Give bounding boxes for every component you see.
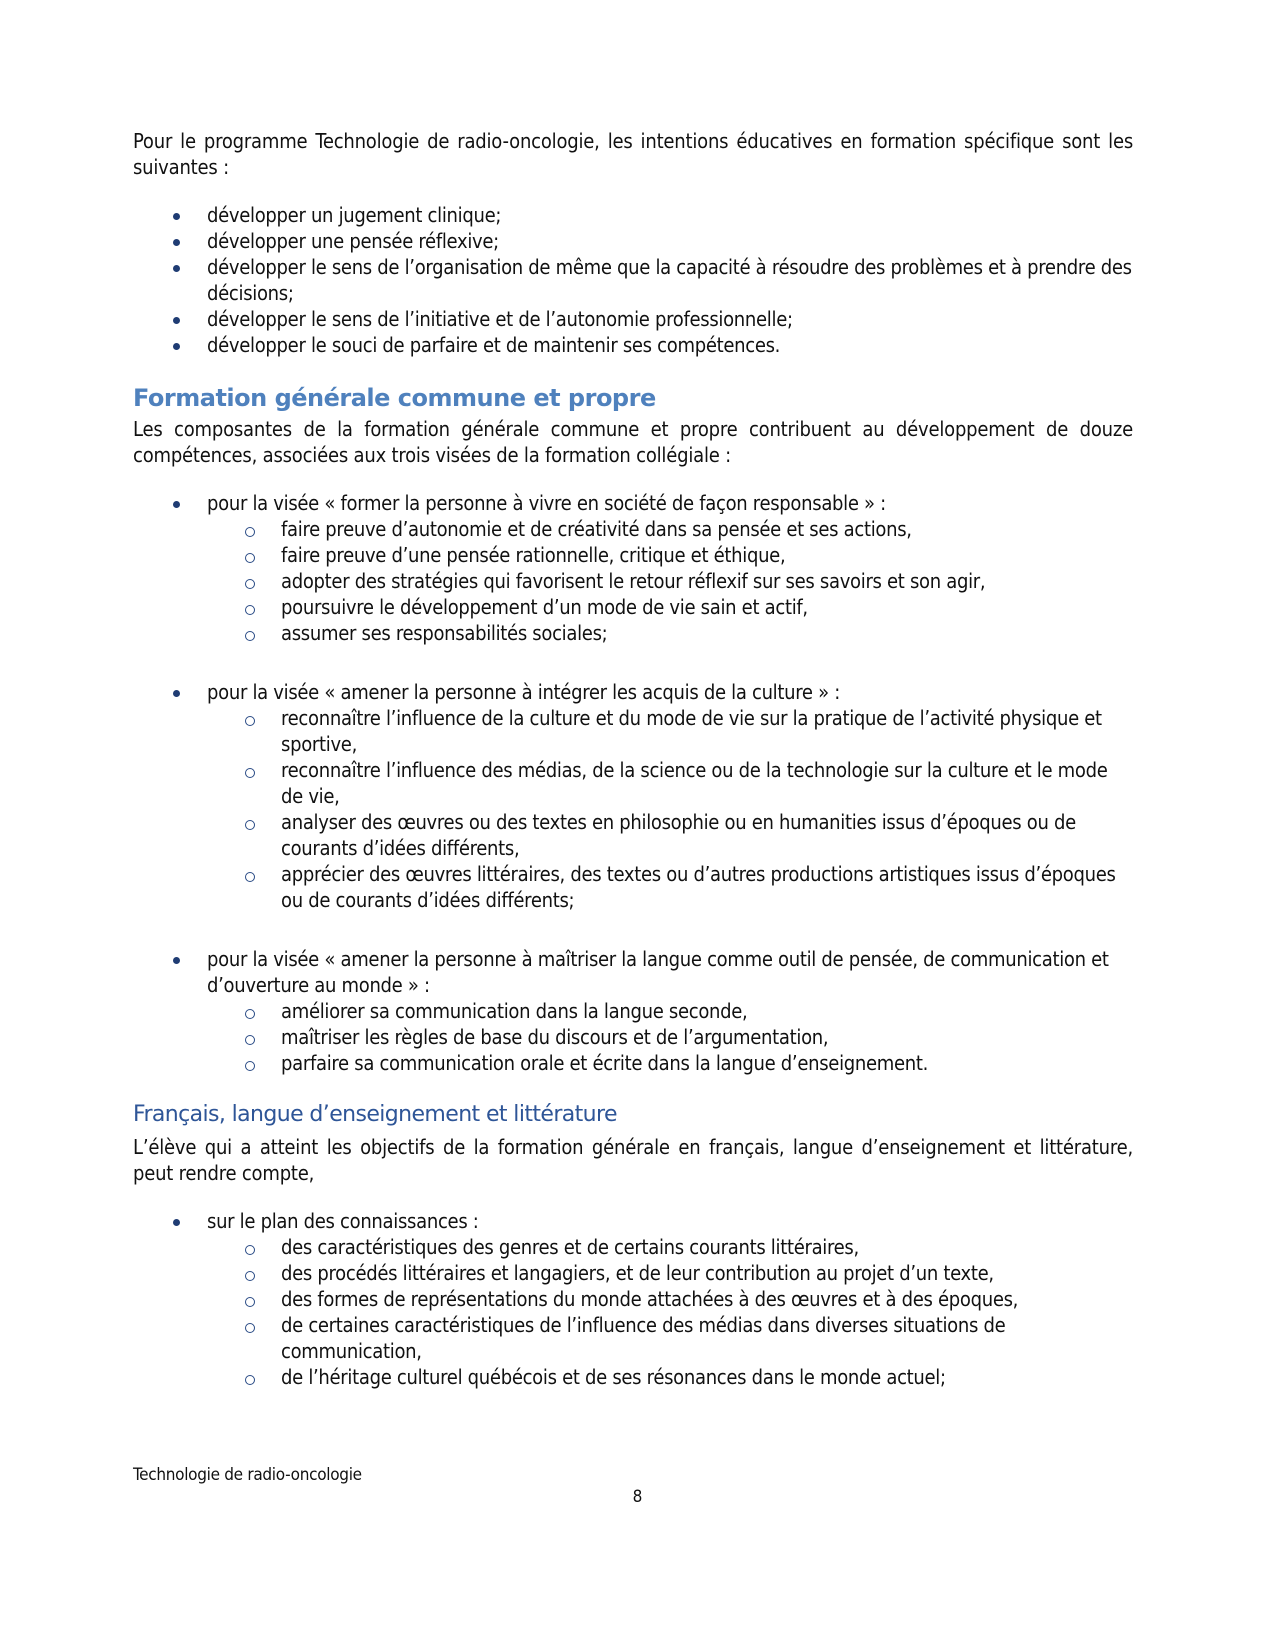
sublist-item: de certaines caractéristiques de l’influence des médias dans diverses situations de communication, (207, 1312, 1133, 1364)
circle-bullet-icon (245, 527, 255, 537)
section-heading-formation-generale: Formation générale commune et propre (133, 384, 656, 412)
list-item: pour la visée « amener la personne à maîtriser la langue comme outil de pensée, de communication et d’ouverture au monde » : améliorer sa communication dans la langue seconde, maîtriser les règles de base du discours et de l’argumentation, parfaire sa communication orale et écrite dans la langue d’enseignement. (133, 946, 1133, 1076)
section2-paragraph: L’élève qui a atteint les objectifs de la formation générale en français, langue d’enseignement et littérature, peut rendre compte, (133, 1135, 1133, 1185)
bullet-icon (173, 213, 180, 220)
sublist-item: parfaire sa communication orale et écrite dans la langue d’enseignement. (207, 1050, 1133, 1076)
sublist-item: faire preuve d’autonomie et de créativité dans sa pensée et ses actions, (207, 516, 1133, 542)
sublist-item: des procédés littéraires et langagiers, et de leur contribution au projet d’un texte, (207, 1260, 1133, 1286)
circle-bullet-icon (245, 1271, 255, 1281)
circle-bullet-icon (245, 1035, 255, 1045)
bullet-icon (173, 690, 180, 697)
sublist (207, 1234, 1133, 1390)
circle-bullet-icon (245, 716, 255, 726)
sublist (207, 998, 1133, 1076)
sublist (207, 516, 1133, 646)
list-item: développer le sens de l’initiative et de l’autonomie professionnelle; (133, 306, 1133, 332)
footer-title: Technologie de radio-oncologie (133, 1465, 362, 1485)
section1-paragraph: Les composantes de la formation générale commune et propre contribuent au développement de douze compétences, associées aux trois visées de la formation collégiale : (133, 417, 1133, 467)
list-item: sur le plan des connaissances : des caractéristiques des genres et de certains courants littéraires, des procédés littéraires et langagiers, et de leur contribution au projet d’un texte, des formes de représentations du monde attachées à des œuvres et à des époques, de certaines caractéristiques de l’influence des médias dans diverses situations de communication, de l’héritage culturel québécois et de ses résonances dans le monde actuel; (133, 1208, 1133, 1390)
list-item: développer le souci de parfaire et de maintenir ses compétences. (133, 332, 1133, 358)
page-number: 8 (632, 1487, 643, 1507)
list-item: développer une pensée réflexive; (133, 228, 1133, 254)
circle-bullet-icon (245, 1245, 255, 1255)
list-item: développer un jugement clinique; (133, 202, 1133, 228)
sublist-item: adopter des stratégies qui favorisent le retour réflexif sur ses savoirs et son agir, (207, 568, 1133, 594)
circle-bullet-icon (245, 631, 255, 641)
bullet-icon (173, 1219, 180, 1226)
sublist-item: reconnaître l’influence des médias, de la science ou de la technologie sur la culture et le mode de vie, (207, 757, 1133, 809)
sublist-item: poursuivre le développement d’un mode de vie sain et actif, (207, 594, 1133, 620)
circle-bullet-icon (245, 1375, 255, 1385)
circle-bullet-icon (245, 579, 255, 589)
bullet-icon (173, 239, 180, 246)
bullet-icon (173, 343, 180, 350)
sublist-item: de l’héritage culturel québécois et de ses résonances dans le monde actuel; (207, 1364, 1133, 1390)
circle-bullet-icon (245, 1009, 255, 1019)
sublist-item: des caractéristiques des genres et de certains courants littéraires, (207, 1234, 1133, 1260)
intro-list (133, 202, 1133, 358)
circle-bullet-icon (245, 1297, 255, 1307)
document-page (133, 128, 1133, 1390)
sublist-item: reconnaître l’influence de la culture et du mode de vie sur la pratique de l’activité physique et sportive, (207, 705, 1133, 757)
section-heading-francais: Français, langue d’enseignement et littérature (133, 1102, 617, 1127)
section1-list (133, 490, 1133, 1076)
list-item: pour la visée « former la personne à vivre en société de façon responsable » : faire preuve d’autonomie et de créativité dans sa pensée et ses actions, faire preuve d’une pensée rationnelle, critique et éthique, adopter des stratégies qui favorisent le retour réflexif sur ses savoirs et son agir, poursuivre le développement d’un mode de vie sain et actif, assumer ses responsabilités sociales; (133, 490, 1133, 646)
circle-bullet-icon (245, 768, 255, 778)
sublist-item: apprécier des œuvres littéraires, des textes ou d’autres productions artistiques issus d’époques ou de courants d’idées différents; (207, 861, 1133, 913)
bullet-icon (173, 501, 180, 508)
sublist-item: analyser des œuvres ou des textes en philosophie ou en humanities issus d’époques ou de courants d’idées différents, (207, 809, 1133, 861)
list-item: développer le sens de l’organisation de même que la capacité à résoudre des problèmes et à prendre des décisions; (133, 254, 1133, 306)
circle-bullet-icon (245, 1061, 255, 1071)
section2-list (133, 1208, 1133, 1390)
bullet-icon (173, 317, 180, 324)
circle-bullet-icon (245, 820, 255, 830)
sublist-item: faire preuve d’une pensée rationnelle, critique et éthique, (207, 542, 1133, 568)
sublist-item: maîtriser les règles de base du discours et de l’argumentation, (207, 1024, 1133, 1050)
list-item: pour la visée « amener la personne à intégrer les acquis de la culture » : reconnaître l’influence de la culture et du mode de vie sur la pratique de l’activité physique et sportive, reconnaître l’influence des médias, de la science ou de la technologie sur la culture et le mode de vie, analyser des œuvres ou des textes en philosophie ou en humanities issus d’époques ou de courants d’idées différents, apprécier des œuvres littéraires, des textes ou d’autres productions artistiques issus d’époques ou de courants d’idées différents; (133, 679, 1133, 913)
sublist (207, 705, 1133, 913)
bullet-icon (173, 957, 180, 964)
circle-bullet-icon (245, 605, 255, 615)
sublist-item: améliorer sa communication dans la langue seconde, (207, 998, 1133, 1024)
circle-bullet-icon (245, 1323, 255, 1333)
sublist-item: des formes de représentations du monde attachées à des œuvres et à des époques, (207, 1286, 1133, 1312)
bullet-icon (173, 265, 180, 272)
sublist-item: assumer ses responsabilités sociales; (207, 620, 1133, 646)
intro-paragraph: Pour le programme Technologie de radio-oncologie, les intentions éducatives en formation spécifique sont les suivantes : (133, 129, 1133, 179)
circle-bullet-icon (245, 872, 255, 882)
circle-bullet-icon (245, 553, 255, 563)
